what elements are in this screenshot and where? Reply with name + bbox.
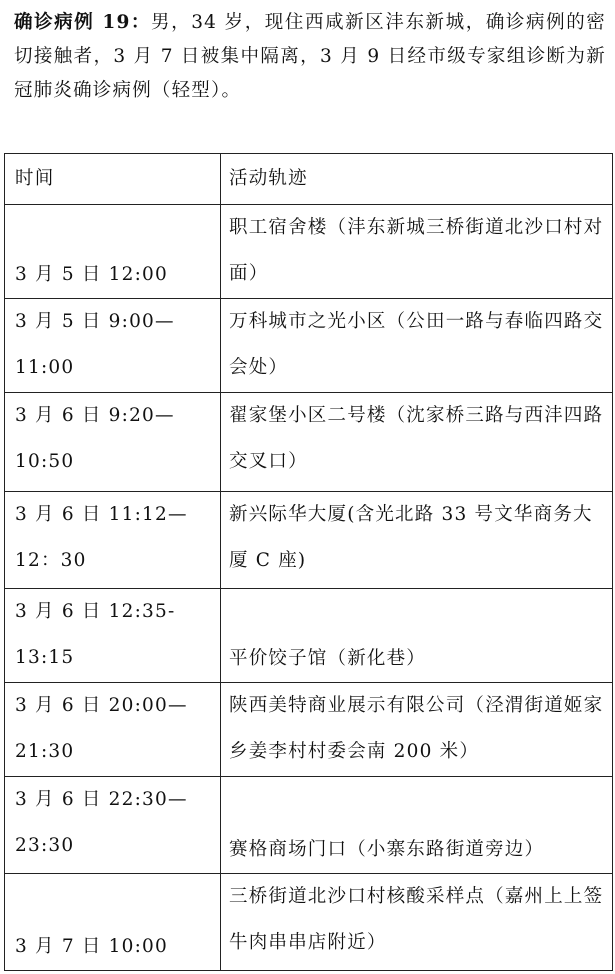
place-cell: 新兴际华大厦(含光北路 33 号文华商务大厦 C 座) (221, 492, 613, 589)
time-cell: 3 月 6 日 11:12—12：30 (5, 492, 221, 589)
activity-trace-table (4, 153, 613, 971)
place-cell: 万科城市之光小区（公田一路与春临四路交会处） (221, 299, 613, 393)
case-description (14, 6, 606, 108)
table-row (5, 589, 613, 683)
table-row (5, 683, 613, 777)
case-details: 男，34 岁，现住西咸新区沣东新城，确诊病例的密切接触者，3 月 7 日被集中隔离，3 月 9 日经市级专家组诊断为新冠肺炎确诊病例（轻型）。 (14, 12, 606, 101)
table-header-row (5, 154, 613, 205)
place-cell: 三桥街道北沙口村核酸采样点（嘉州上上签牛肉串串店附近） (221, 874, 613, 971)
header-activity: 活动轨迹 (221, 154, 613, 205)
place-cell: 赛格商场门口（小寨东路街道旁边） (221, 777, 613, 874)
table-row (5, 777, 613, 874)
place-cell: 平价饺子馆（新化巷） (221, 589, 613, 683)
time-cell: 3 月 7 日 10:00 (5, 874, 221, 971)
table-row (5, 299, 613, 393)
place-cell: 翟家堡小区二号楼（沈家桥三路与西沣四路交叉口） (221, 393, 613, 492)
time-cell: 3 月 6 日 9:20—10:50 (5, 393, 221, 492)
place-cell: 陕西美特商业展示有限公司（泾渭街道姬家乡姜李村村委会南 200 米） (221, 683, 613, 777)
table-row (5, 874, 613, 971)
table-row (5, 205, 613, 299)
case-label: 确诊病例 19： (14, 12, 152, 33)
time-cell: 3 月 5 日 9:00—11:00 (5, 299, 221, 393)
table-row (5, 393, 613, 492)
time-cell: 3 月 6 日 12:35-13:15 (5, 589, 221, 683)
place-cell: 职工宿舍楼（沣东新城三桥街道北沙口村对面） (221, 205, 613, 299)
time-cell: 3 月 6 日 20:00—21:30 (5, 683, 221, 777)
table-row (5, 492, 613, 589)
time-cell: 3 月 6 日 22:30—23:30 (5, 777, 221, 874)
header-time: 时间 (5, 154, 221, 205)
time-cell: 3 月 5 日 12:00 (5, 205, 221, 299)
